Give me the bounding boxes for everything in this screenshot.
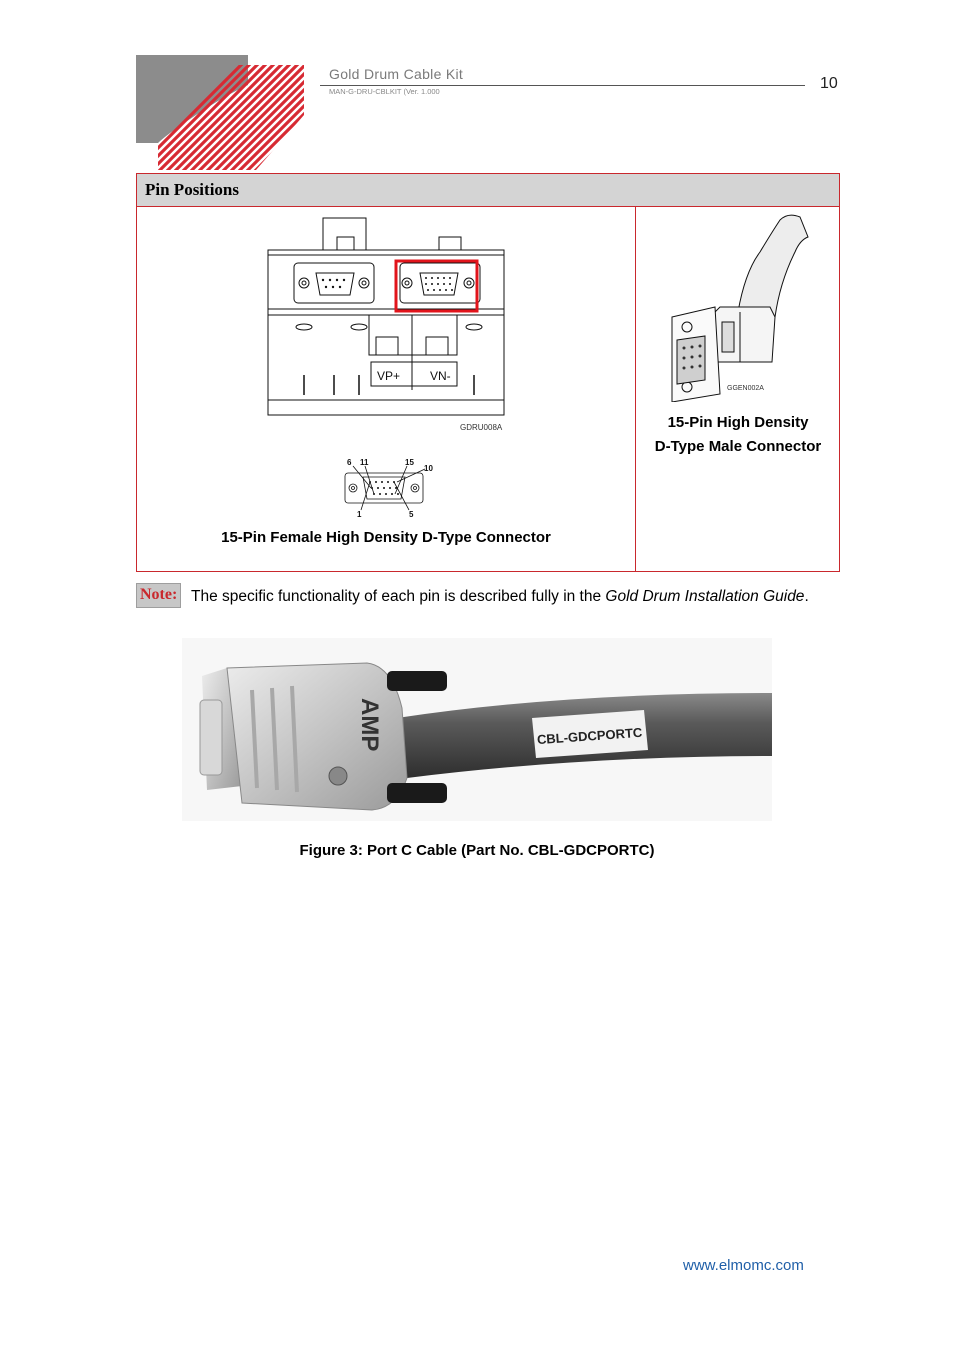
pin-15-label: 15 <box>405 458 414 467</box>
male-caption-line2: D-Type Male Connector <box>654 438 822 455</box>
page-number: 10 <box>820 75 838 92</box>
male-connector-drawing <box>660 212 820 402</box>
pin-6-label: 6 <box>347 458 352 467</box>
male-caption-line1: 15-Pin High Density <box>667 414 809 431</box>
note-guide-title: Gold Drum Installation Guide <box>605 588 805 605</box>
table-title: Pin Positions <box>145 180 239 199</box>
cable-label-text: CBL-GDCPORTC <box>536 724 643 748</box>
vn-label: VN- <box>430 369 451 383</box>
pinout-diagram <box>343 455 438 521</box>
elmo-logo <box>136 55 304 170</box>
doc-code: MAN-G-DRU-CBLKIT (Ver. 1.000 <box>329 87 440 96</box>
cable-photo <box>182 638 772 821</box>
pin-1-label: 1 <box>357 510 362 519</box>
drawing-code-label: GDRU008A <box>460 423 503 432</box>
vp-label: VP+ <box>377 369 401 383</box>
footer-url-link[interactable]: www.elmomc.com <box>683 1257 804 1274</box>
male-drawing-code: GGEN002A <box>727 385 764 392</box>
note-badge: Note: <box>136 583 181 608</box>
column-divider <box>635 206 636 571</box>
note-text-after: . <box>804 588 809 605</box>
pin-10-label: 10 <box>424 464 433 473</box>
drive-front-drawing <box>264 215 509 435</box>
figure-caption: Figure 3: Port C Cable (Part No. CBL-GDCPORTC) <box>299 842 655 859</box>
header-rule <box>320 85 805 86</box>
amp-brand: AMP <box>356 698 383 752</box>
note-text-before: The specific functionality of each pin is described fully in the <box>191 588 606 605</box>
doc-title: Gold Drum Cable Kit <box>329 66 464 82</box>
male-connector-caption <box>637 411 839 459</box>
note-text <box>136 585 816 608</box>
pin-5-label: 5 <box>409 510 414 519</box>
pin-11-label: 11 <box>360 458 369 467</box>
table-header <box>137 174 839 207</box>
female-connector-caption: 15-Pin Female High Density D-Type Connector <box>221 529 551 546</box>
